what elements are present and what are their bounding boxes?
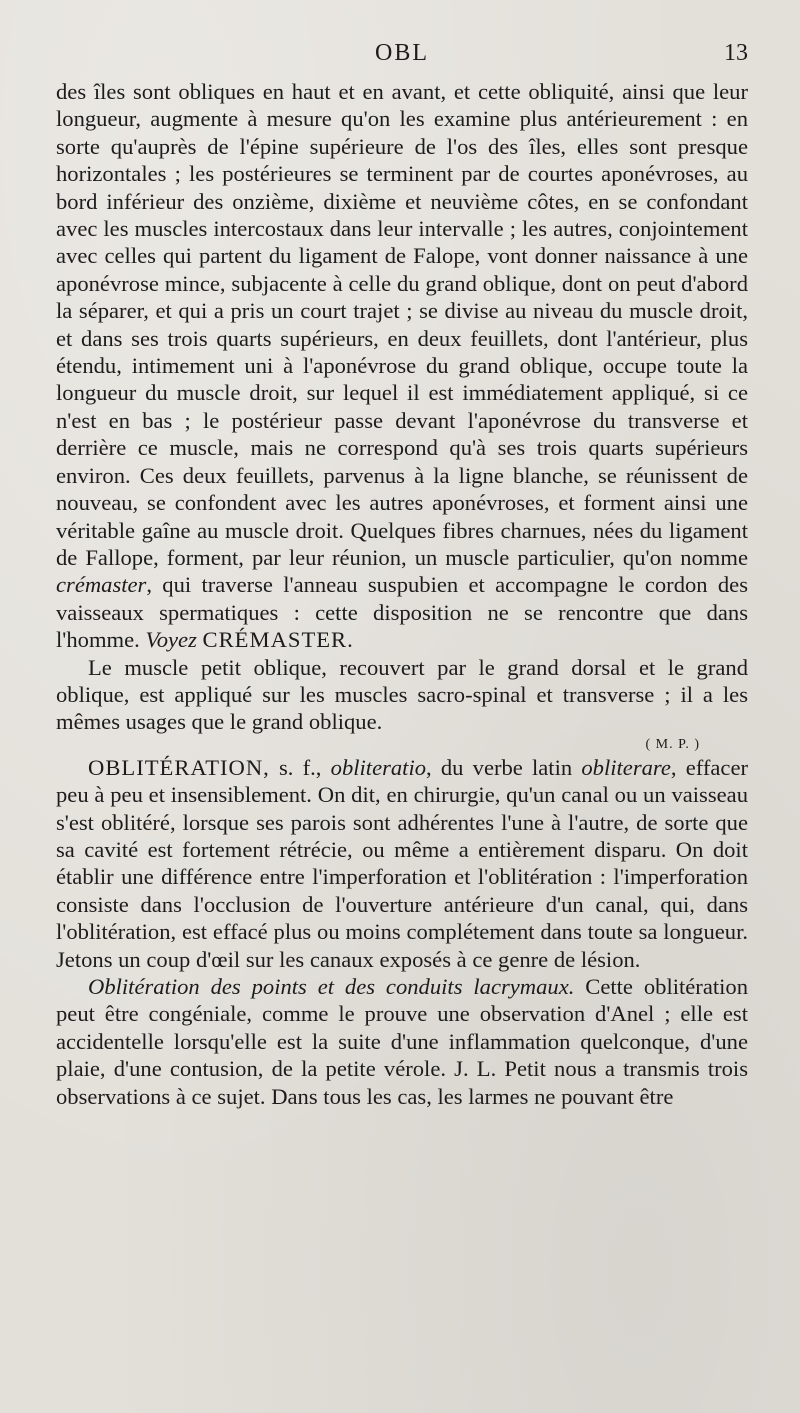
lacrymaux-paragraph xyxy=(56,973,748,1110)
petit-oblique-paragraph: Le muscle petit oblique, recouvert par le grand dorsal et le grand oblique, est appliqué sur les muscles sacro-spinal et transverse ; il a les mêmes usages que le grand oblique. xyxy=(56,654,748,735)
entry-headword: OBLITÉRATION, xyxy=(88,754,270,780)
obliteration-entry xyxy=(56,754,748,973)
running-head-title: OBL xyxy=(375,40,429,66)
cross-reference: CRÉMASTER. xyxy=(202,627,354,653)
paragraph-text: des îles sont obliques en haut et en avant, et cette obliquité, ainsi que leur longueur, augmente à mesure qu'on les examine plus antérieurement : en sorte qu'auprès de l'épine supérieure de l'os des îles, elles sont presque horizontales ; les postérieures se terminent par de courtes aponévroses, au bord inférieur des onzième, dixième et neuvième côtes, en se confondant avec les muscles intercostaux dans leur intervalle ; les autres, conjointement avec celles qui partent du ligament de Falope, vont donner naissance à une aponévrose mince, subjacente à celle du grand oblique, dont on peut d'abord la séparer, et qui a pris un court trajet ; se divise au niveau du muscle droit, et dans ses trois quarts supérieurs, en deux feuillets, dont l'antérieur, plus étendu, intimement uni à l'aponévrose du grand oblique, occupe toute la longueur du muscle droit, sur lequel il est immédiatement appliqué, si ce n'est en bas ; le postérieur passe devant l'aponévrose du transverse et derrière ce muscle, mais ne correspond qu'à ses trois quarts supérieurs environ. Ces deux feuillets, parvenus à la ligne blanche, se réunissent de nouveau, se confondent avec les autres aponévroses, et forment ainsi une véritable gaîne au muscle droit. Quelques fibres charnues, nées du ligament de Fallope, forment, par leur réunion, un muscle particulier, qu'on nomme xyxy=(56,79,748,570)
section-text: Cette oblitération peut être congéniale, comme le prouve une observation d'Anel ; elle est accidentelle lorsqu'elle est la suite d'une inflammation quelconque, d'une plaie, d'une contusion, de la petite vérole. J. L. Petit nous a transmis trois observations à ce sujet. Dans tous les cas, les larmes ne pouvant être xyxy=(56,974,749,1109)
entry-text: , du verbe latin xyxy=(426,754,573,780)
see-label: Voyez xyxy=(145,627,197,653)
term-cremaster: crémaster xyxy=(56,572,147,598)
running-head xyxy=(56,36,748,78)
author-signature: ( M. P. ) xyxy=(645,736,700,752)
latin-term: obliteratio xyxy=(330,754,427,780)
paragraph-text-continued: , qui traverse l'anneau suspubien et accompagne le cordon des vaisseaux spermatiques : cette disposition ne se rencontre que dans l'homme. xyxy=(56,572,748,653)
latin-verb: obliterare xyxy=(581,754,671,780)
entry-grammar: s. f., xyxy=(279,754,322,780)
page-number: 13 xyxy=(724,40,748,66)
body-text xyxy=(56,78,748,1110)
continued-paragraph xyxy=(56,78,748,654)
section-subheading: Oblitération des points et des conduits lacrymaux. xyxy=(88,974,575,999)
entry-text-continued: , effacer peu à peu et insensiblement. On dit, en chirurgie, qu'un canal ou un vaisseau s'est oblitéré, lorsque ses parois sont adhérentes l'une à l'autre, de sorte que sa cavité est fortement rétrécie, ou même a entièrement disparu. On doit établir une différence entre l'imperforation et l'oblitération : l'imperforation consiste dans l'occlusion de l'ouverture antérieure d'un canal, qui, dans l'oblitération, est effacé plus ou moins complétement dans toute sa longueur. Jetons un coup d'œil sur les canaux exposés à ce genre de lésion. xyxy=(56,754,748,972)
